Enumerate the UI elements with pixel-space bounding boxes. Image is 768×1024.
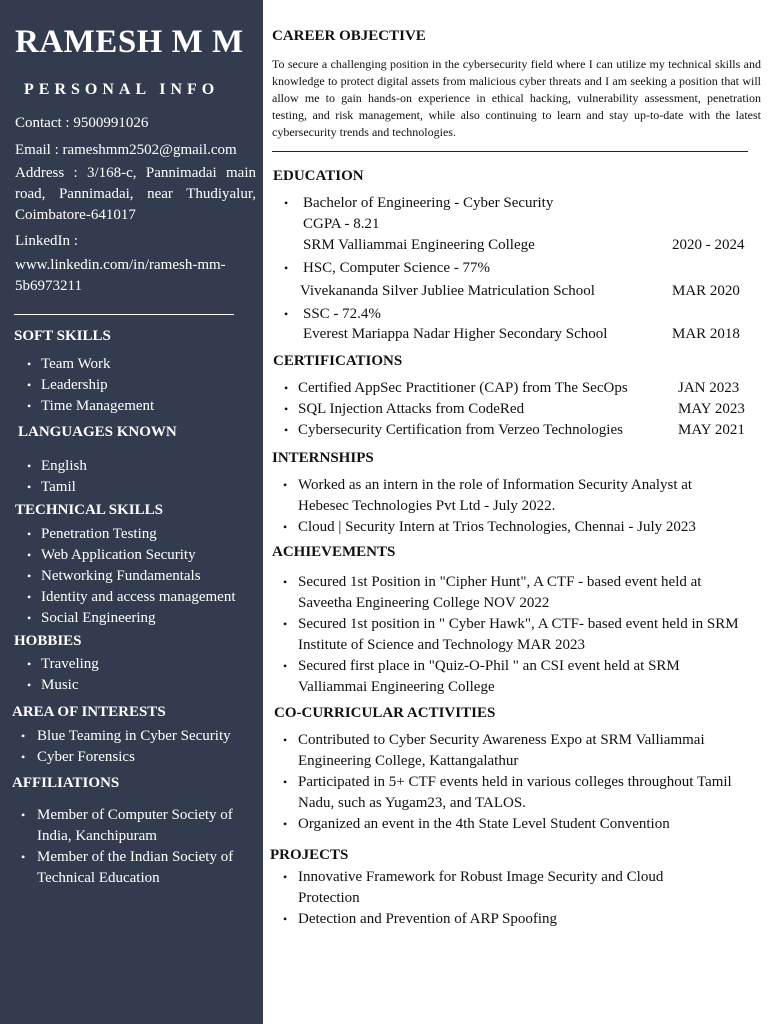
cert-name: Certified AppSec Practitioner (CAP) from The SecOps: [298, 380, 628, 396]
linkedin-url[interactable]: www.linkedin.com/in/ramesh-mm-5b6973211: [15, 257, 226, 294]
bullet: •: [284, 402, 289, 416]
hsc-date: MAR 2020: [672, 283, 740, 299]
list-item: • Contributed to Cyber Security Awareness Expo at SRM Valliammai Engineering College, Kattangalathur: [272, 730, 764, 772]
bullet: •: [284, 196, 289, 210]
cert-name: Cybersecurity Certification from Verzeo Technologies: [298, 422, 623, 438]
list-item: • Identity and access management: [15, 587, 263, 608]
hsc-school: Vivekananda Silver Jubliee Matriculation School: [300, 283, 595, 299]
technical-skills-list: [15, 524, 263, 629]
list-item: • Time Management: [15, 396, 260, 417]
hobbies-heading: HOBBIES: [14, 633, 82, 649]
list-item: • Secured 1st Position in "Cipher Hunt", A CTF - based event held at Saveetha Engineering College NOV 2022: [272, 572, 746, 614]
cocurricular-list: [272, 730, 764, 835]
technical-skills-heading: TECHNICAL SKILLS: [15, 502, 163, 518]
languages-heading: LANGUAGES KNOWN: [18, 424, 177, 440]
hsc-line: HSC, Computer Science - 77%: [303, 260, 491, 276]
bullet: •: [284, 423, 289, 437]
affiliations-heading: AFFILIATIONS: [12, 775, 120, 791]
list-item: • Participated in 5+ CTF events held in various colleges throughout Tamil Nadu, such as Yugam23, and TALOS.: [272, 772, 764, 814]
list-item: • Team Work: [15, 354, 260, 375]
list-item: • Networking Fundamentals: [15, 566, 263, 587]
list-item: • Member of Computer Society of India, Kanchipuram: [11, 805, 257, 847]
list-item: • Social Engineering: [15, 608, 263, 629]
ssc-date: MAR 2018: [672, 326, 740, 342]
bullet: •: [284, 381, 289, 395]
bullet: •: [284, 261, 289, 275]
objective-text: To secure a challenging position in the cybersecurity field where I can utilize my technical skills and knowledge to protect digital assets from malicious cyber threats and I am seeking a position that will allow me to gain hands-on experience in ethical hacking, vulnerability assessment, penetration testing, and risk management, while also continuing to learn and stay up-to-date with the latest cybersecurity trends and technologies.: [272, 57, 761, 139]
list-item: • Web Application Security: [15, 545, 263, 566]
affiliations-list: [11, 805, 257, 889]
list-item: • Innovative Framework for Robust Image Security and Cloud Protection: [272, 867, 722, 909]
list-item: • Music: [15, 675, 260, 696]
list-item: • Organized an event in the 4th State Level Student Convention: [272, 814, 764, 835]
interests-list: [11, 726, 260, 768]
list-item: • Detection and Prevention of ARP Spoofing: [272, 909, 722, 930]
email-line: Email : rameshmm2502@gmail.com: [15, 142, 237, 158]
be-college: SRM Valliammai Engineering College: [303, 237, 535, 253]
be-years: 2020 - 2024: [672, 237, 745, 253]
internships-list: [272, 475, 742, 538]
list-item: • Worked as an intern in the role of Information Security Analyst at Hebesec Technologies Pvt Ltd - July 2022.: [272, 475, 742, 517]
cert-date: JAN 2023: [678, 380, 740, 396]
sidebar: [0, 0, 263, 1024]
list-item: • Member of the Indian Society of Technical Education: [11, 847, 257, 889]
list-item: • English: [15, 456, 260, 477]
be-degree: Bachelor of Engineering - Cyber Security: [303, 195, 554, 211]
interests-heading: AREA OF INTERESTS: [12, 704, 166, 720]
list-item: • Secured first place in "Quiz-O-Phil " an CSI event held at SRM Valliammai Engineering College: [272, 656, 746, 698]
certifications-heading: CERTIFICATIONS: [273, 353, 403, 369]
list-item: • Tamil: [15, 477, 260, 498]
hobbies-list: [15, 654, 260, 696]
section-divider: [272, 151, 748, 152]
achievements-heading: ACHIEVEMENTS: [272, 544, 396, 560]
linkedin-label: LinkedIn :: [15, 233, 78, 249]
personal-info-heading: PERSONAL INFO: [24, 81, 220, 98]
address-line: Address : 3/168-c, Pannimadai main road, Pannimadai, near Thudiyalur, Coimbatore-641017: [15, 165, 256, 223]
achievements-list: [272, 572, 746, 698]
list-item: • Leadership: [15, 375, 260, 396]
bullet: •: [284, 307, 289, 321]
education-heading: EDUCATION: [273, 168, 364, 184]
list-item: • Blue Teaming in Cyber Security: [11, 726, 260, 747]
list-item: • Cloud | Security Intern at Trios Technologies, Chennai - July 2023: [272, 517, 742, 538]
list-item: • Cyber Forensics: [11, 747, 260, 768]
internships-heading: INTERNSHIPS: [272, 450, 374, 466]
cocurricular-heading: CO-CURRICULAR ACTIVITIES: [274, 705, 496, 721]
cert-name: SQL Injection Attacks from CodeRed: [298, 401, 525, 417]
cert-date: MAY 2021: [678, 422, 745, 438]
list-item: • Traveling: [15, 654, 260, 675]
ssc-line: SSC - 72.4%: [303, 306, 381, 322]
ssc-school: Everest Mariappa Nadar Higher Secondary School: [303, 326, 608, 342]
projects-heading: PROJECTS: [270, 847, 349, 863]
list-item: • Penetration Testing: [15, 524, 263, 545]
cert-date: MAY 2023: [678, 401, 745, 417]
sidebar-divider: [14, 314, 234, 315]
contact-line: Contact : 9500991026: [15, 115, 149, 131]
languages-list: [15, 456, 260, 498]
list-item: • Secured 1st position in " Cyber Hawk", A CTF- based event held in SRM Institute of Science and Technology MAR 2023: [272, 614, 746, 656]
projects-list: [272, 867, 722, 930]
soft-skills-heading: SOFT SKILLS: [14, 328, 111, 344]
objective-heading: CAREER OBJECTIVE: [272, 28, 426, 44]
be-cgpa: CGPA - 8.21: [303, 216, 380, 232]
soft-skills-list: [15, 354, 260, 417]
candidate-name: RAMESH M M: [15, 24, 244, 60]
